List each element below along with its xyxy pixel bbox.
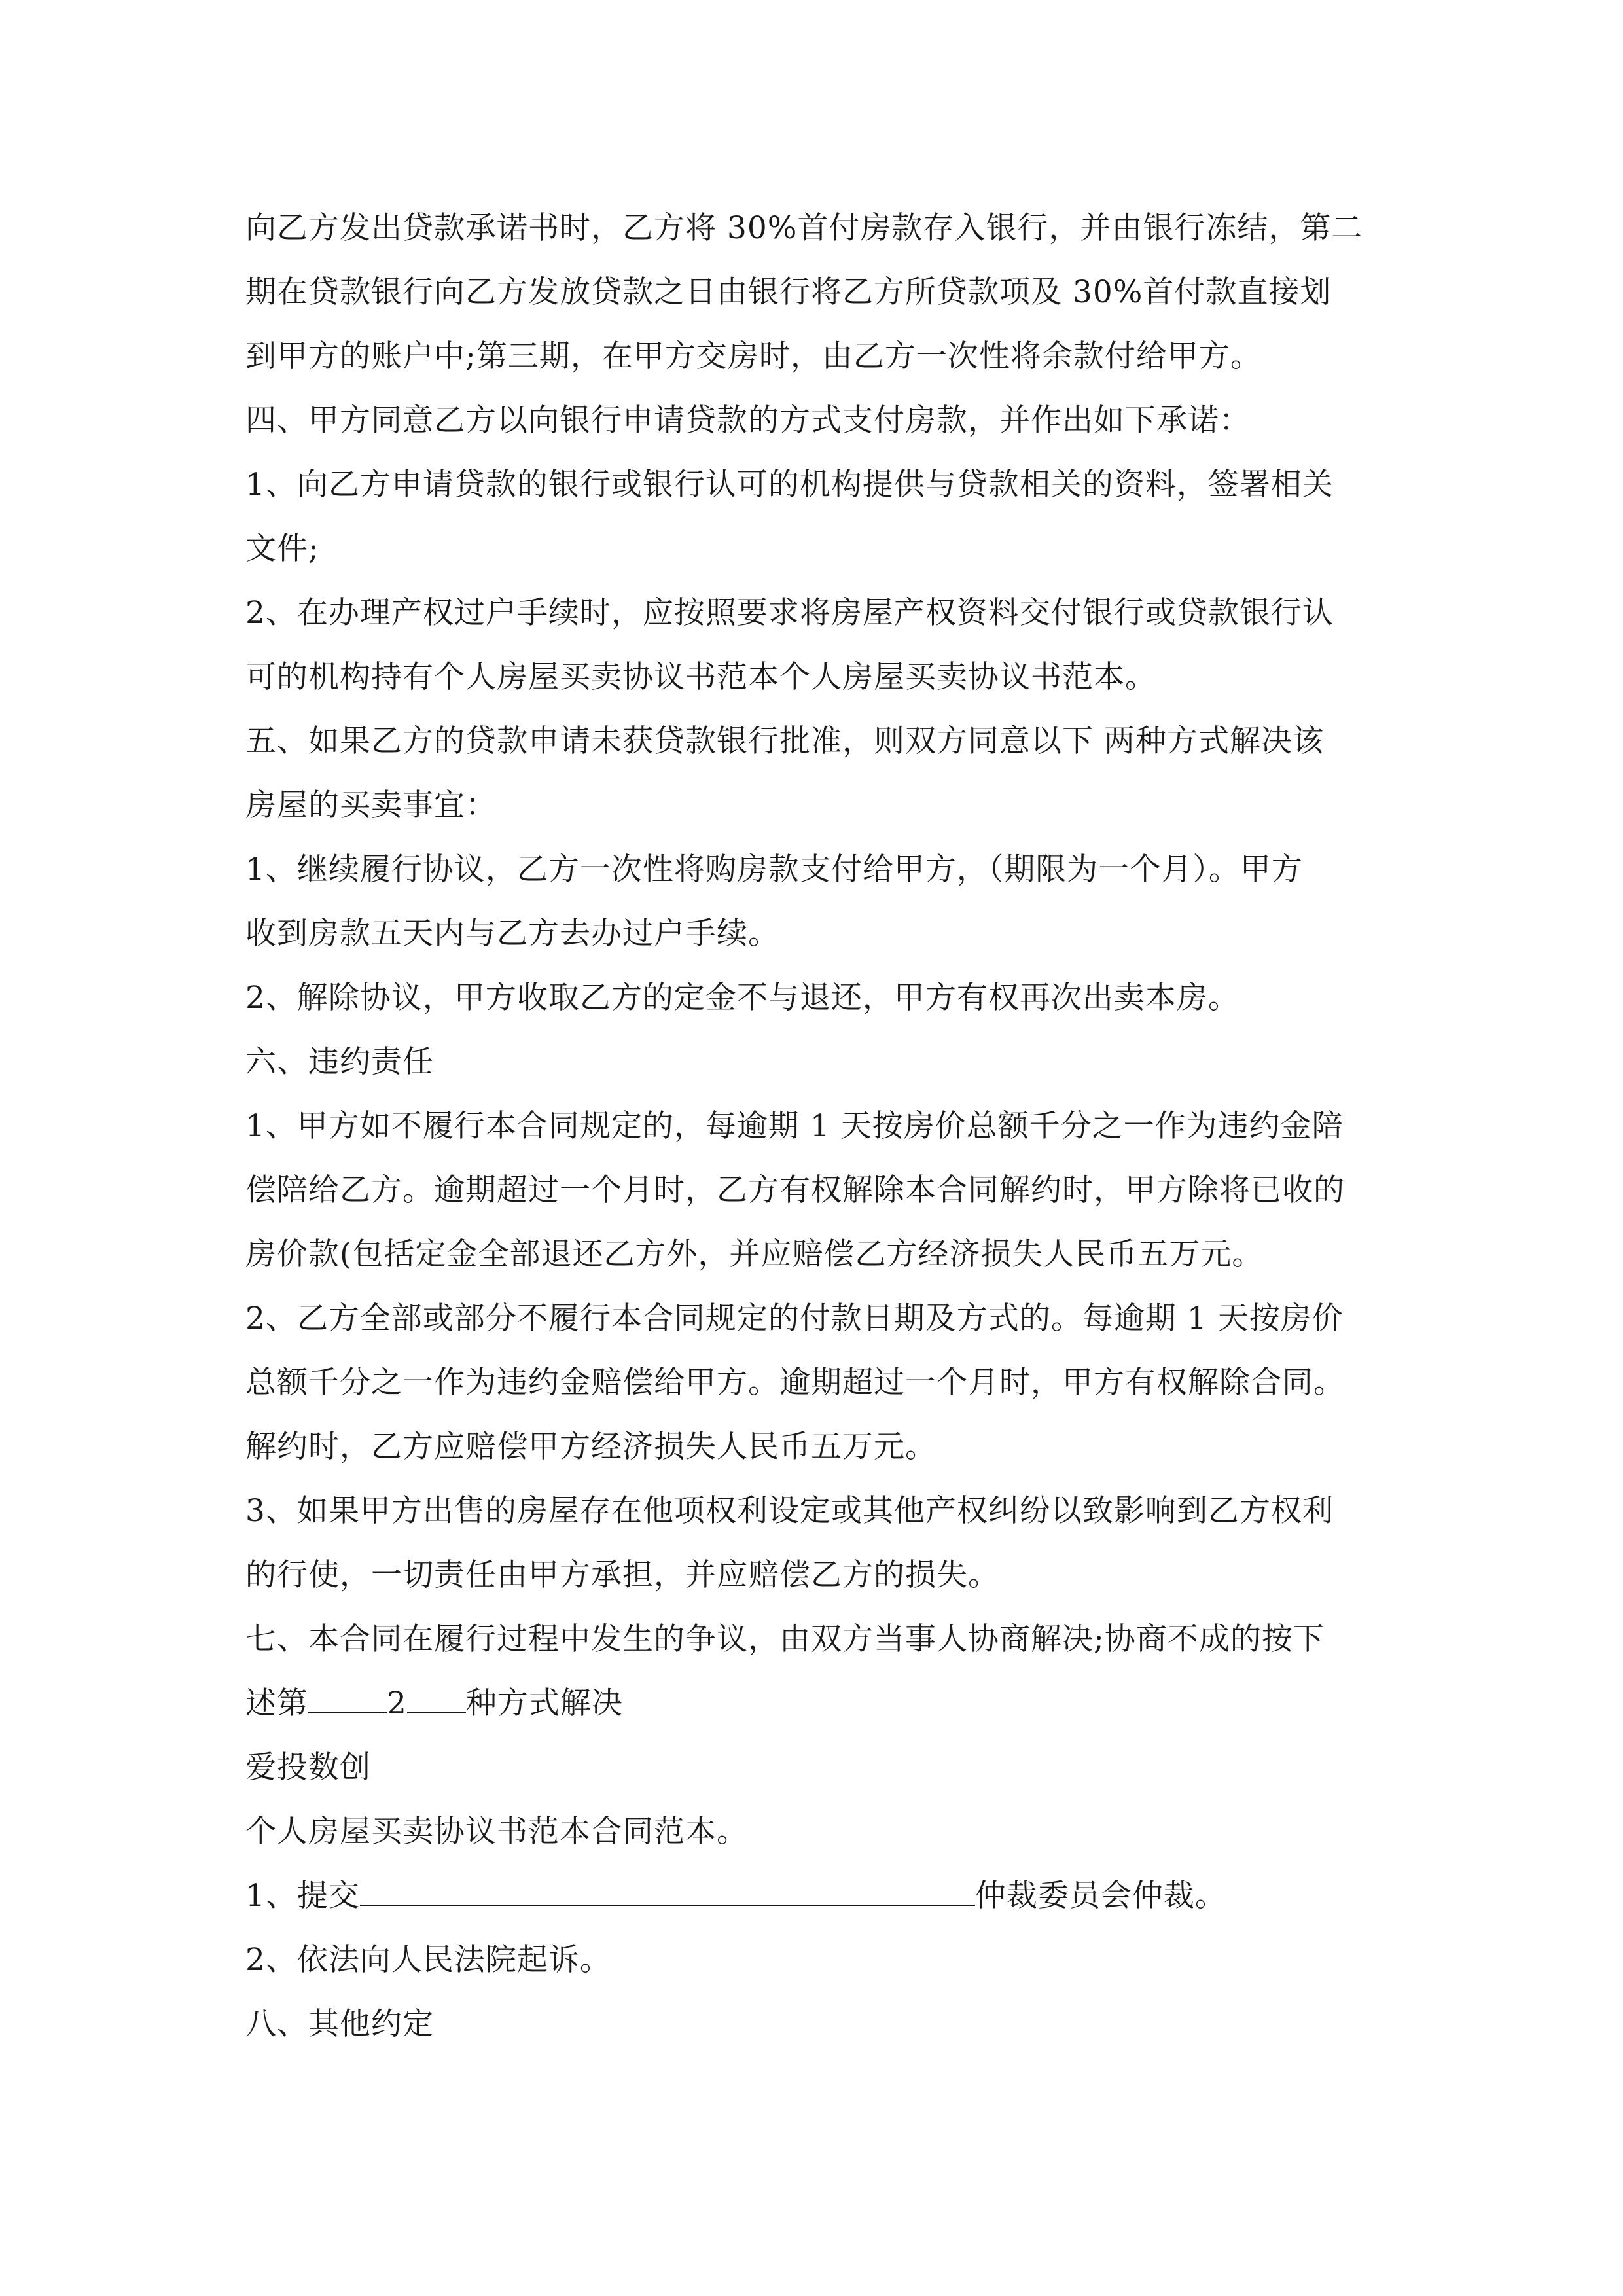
text-line: 2、依法向人民法院起诉。	[245, 1942, 611, 1978]
text-line: 到甲方的账户中;第三期，在甲方交房时，由乙方一次性将余款付给甲方。	[245, 338, 1262, 374]
dispute-method-line	[245, 1672, 1397, 1736]
text-line: 2、解除协议，甲方收取乙方的定金不与退还，甲方有权再次出卖本房。	[245, 980, 1240, 1016]
text-line: 期在贷款银行向乙方发放贷款之日由银行将乙方所贷款项及 30%首付款直接划	[245, 274, 1332, 310]
text-line: 2、乙方全部或部分不履行本合同规定的付款日期及方式的。每逾期 1 天按房价	[245, 1300, 1344, 1336]
fill-blank[interactable]	[308, 1674, 387, 1713]
dispute-suffix: 种方式解决	[465, 1685, 623, 1721]
section-heading-6: 六、违约责任	[245, 1044, 434, 1080]
text-line: 房屋的买卖事宜：	[245, 787, 497, 823]
fill-blank[interactable]	[407, 1674, 466, 1713]
text-line: 可的机构持有个人房屋买卖协议书范本个人房屋买卖协议书范本。	[245, 659, 1156, 695]
dispute-prefix: 述第	[245, 1685, 308, 1721]
document-body	[245, 196, 1397, 2056]
section-heading-8: 八、其他约定	[245, 2006, 434, 2042]
arbitration-suffix: 仲裁委员会仲裁。	[974, 1878, 1226, 1914]
text-line: 向乙方发出贷款承诺书时，乙方将 30%首付房款存入银行，并由银行冻结，第二	[245, 210, 1363, 246]
text-line: 1、继续履行协议，乙方一次性将购房款支付给甲方，（期限为一个月）。甲方	[245, 852, 1303, 888]
text-line: 总额千分之一作为违约金赔偿给甲方。逾期超过一个月时，甲方有权解除合同。	[245, 1365, 1345, 1401]
brand-line: 爱投数创	[245, 1749, 371, 1785]
text-line: 收到房款五天内与乙方去办过户手续。	[245, 916, 779, 952]
section-heading-5: 五、如果乙方的贷款申请未获贷款银行批准，则双方同意以下 两种方式解决该	[245, 723, 1324, 759]
text-line: 文件;	[245, 531, 319, 567]
section-heading-7: 七、本合同在履行过程中发生的争议，由双方当事人协商解决;协商不成的按下	[245, 1621, 1325, 1657]
text-line: 偿陪给乙方。逾期超过一个月时，乙方有权解除本合同解约时，甲方除将已收的	[245, 1172, 1345, 1208]
section-heading-4: 四、甲方同意乙方以向银行申请贷款的方式支付房款，并作出如下承诺：	[245, 403, 1251, 439]
text-line: 3、如果甲方出售的房屋存在他项权利设定或其他产权纠纷以致影响到乙方权利	[245, 1493, 1334, 1529]
arbitration-prefix: 1、提交	[245, 1878, 360, 1914]
text-line: 1、甲方如不履行本合同规定的，每逾期 1 天按房价总额千分之一作为违约金陪	[245, 1108, 1344, 1144]
text-line: 的行使，一切责任由甲方承担，并应赔偿乙方的损失。	[245, 1557, 999, 1593]
text-line: 2、在办理产权过户手续时，应按照要求将房屋产权资料交付银行或贷款银行认	[245, 595, 1334, 631]
text-line: 解约时，乙方应赔偿甲方经济损失人民币五万元。	[245, 1429, 936, 1465]
text-line: 1、向乙方申请贷款的银行或银行认可的机构提供与贷款相关的资料，签署相关	[245, 467, 1334, 503]
text-line: 房价款(包括定金全部退还乙方外，并应赔偿乙方经济损失人民币五万元。	[245, 1236, 1264, 1272]
text-line: 个人房屋买卖协议书范本合同范本。	[245, 1814, 748, 1850]
arbitration-line	[245, 1864, 1397, 1928]
arbitration-committee-blank[interactable]	[360, 1867, 975, 1906]
dispute-method-value: 2	[387, 1685, 407, 1721]
